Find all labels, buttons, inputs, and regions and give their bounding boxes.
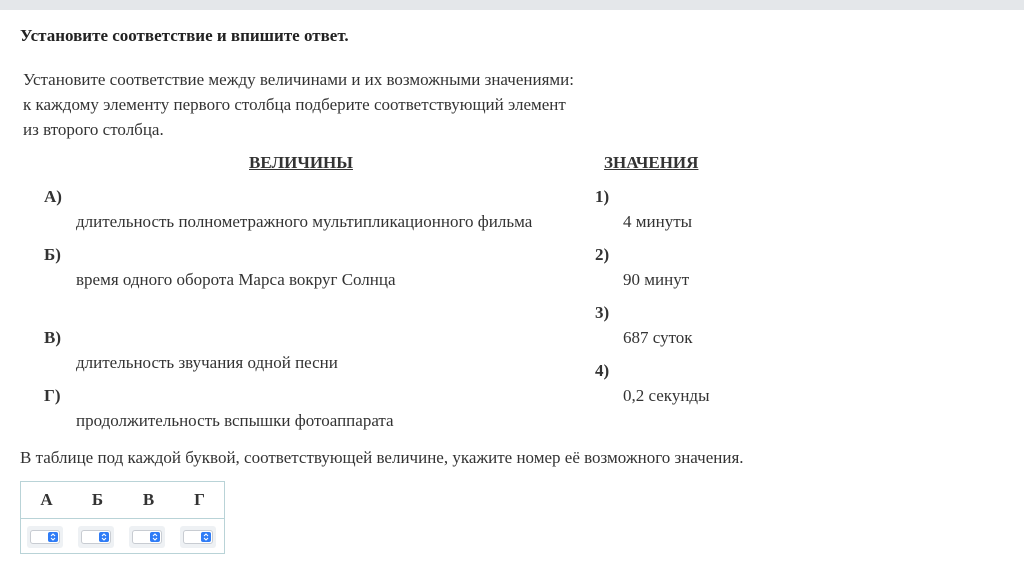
answer-select-v[interactable] xyxy=(129,526,165,548)
task-heading: Установите соответствие и впишите ответ. xyxy=(20,26,349,45)
answer-letter: Г xyxy=(194,490,205,509)
answer-table xyxy=(20,481,225,554)
intro-line: из второго столбца. xyxy=(23,120,164,139)
value-number: 2) xyxy=(595,245,610,264)
quantity-text: длительность полнометражного мультипликационного фильма xyxy=(76,212,533,231)
answer-letter: В xyxy=(142,490,155,509)
value-number: 3) xyxy=(595,303,610,322)
intro-line: Установите соответствие между величинами и их возможными значениями: xyxy=(23,70,574,89)
task-intro xyxy=(23,67,623,142)
top-strip xyxy=(0,0,1024,10)
values-header: ЗНАЧЕНИЯ xyxy=(604,153,699,172)
value-number: 4) xyxy=(595,361,610,380)
answer-select-field[interactable] xyxy=(183,530,213,544)
answer-select-b[interactable] xyxy=(78,526,114,548)
answer-select-field[interactable] xyxy=(132,530,162,544)
value-text: 687 суток xyxy=(623,328,693,347)
quantity-text: время одного оборота Марса вокруг Солнца xyxy=(76,270,396,289)
answer-select-a[interactable] xyxy=(27,526,63,548)
up-down-chevron-icon xyxy=(150,532,160,542)
value-number: 1) xyxy=(595,187,610,206)
answer-select-field[interactable] xyxy=(81,530,111,544)
quantities-header: ВЕЛИЧИНЫ xyxy=(249,153,353,172)
up-down-chevron-icon xyxy=(99,532,109,542)
up-down-chevron-icon xyxy=(201,532,211,542)
answer-letter: А xyxy=(40,490,53,509)
intro-line: к каждому элементу первого столбца подберите соответствующий элемент xyxy=(23,95,566,114)
quantity-letter: А) xyxy=(44,187,62,206)
quantity-letter: Б) xyxy=(44,245,61,264)
quantity-letter: В) xyxy=(44,328,61,347)
quantity-text: длительность звучания одной песни xyxy=(76,353,338,372)
quantity-text: продолжительность вспышки фотоаппарата xyxy=(76,411,394,430)
answer-instruction: В таблице под каждой буквой, соответствующей величине, укажите номер её возможного значения. xyxy=(20,448,744,467)
value-text: 90 минут xyxy=(623,270,690,289)
value-text: 0,2 секунды xyxy=(623,386,710,405)
value-text: 4 минуты xyxy=(623,212,693,231)
answer-select-g[interactable] xyxy=(180,526,216,548)
answer-select-field[interactable] xyxy=(30,530,60,544)
quantity-letter: Г) xyxy=(44,386,61,405)
up-down-chevron-icon xyxy=(48,532,58,542)
answer-letter: Б xyxy=(91,490,104,509)
